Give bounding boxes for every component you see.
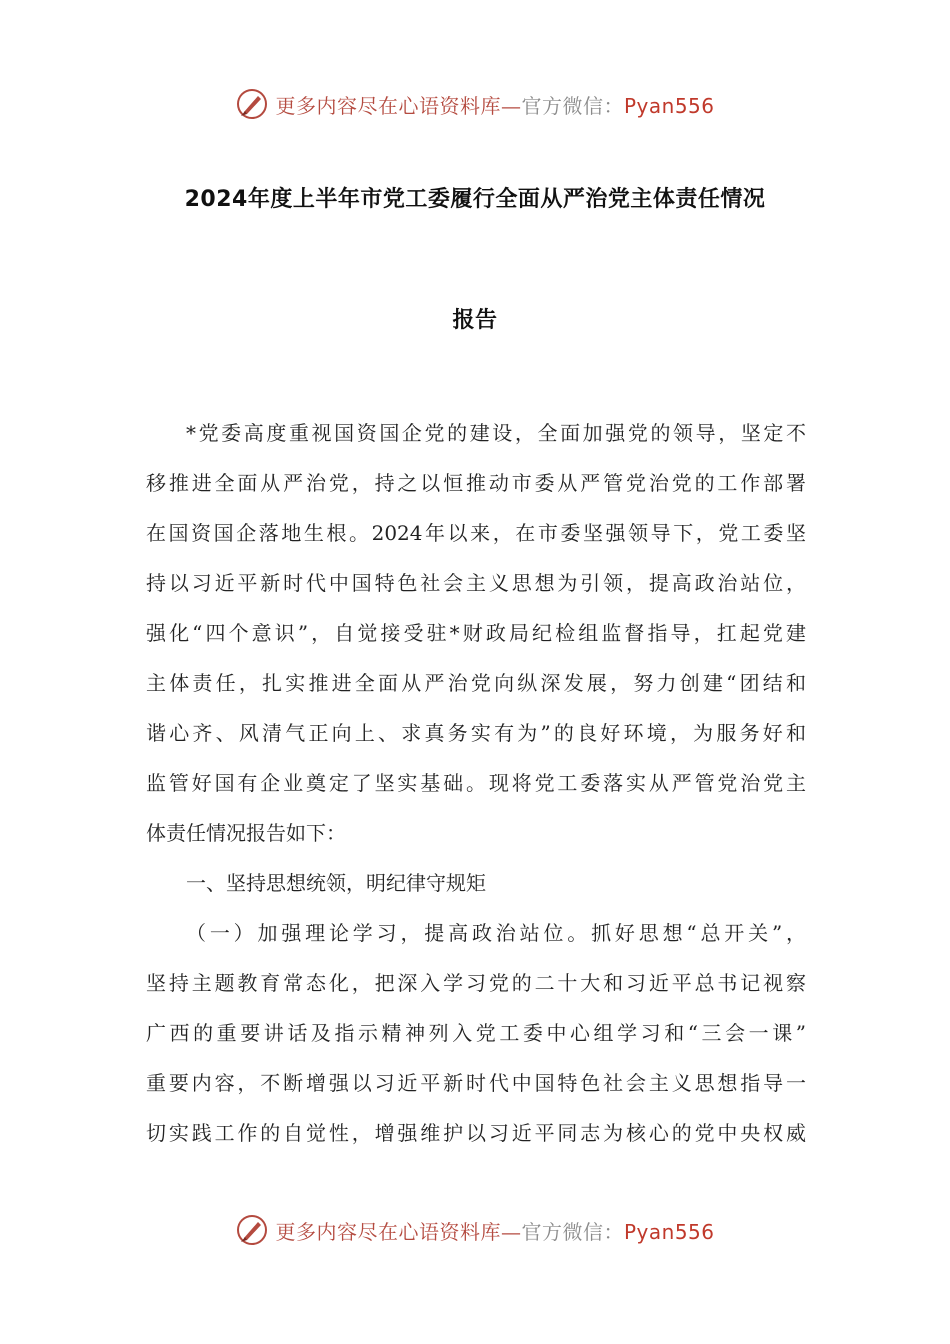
document-title-line-2: 报告	[452, 308, 498, 333]
paragraph-line: 在国资国企落地生根。2024年以来，在市委坚强领导下，党工委坚	[146, 521, 806, 545]
paragraph-line: 重要内容，不断增强以习近平新时代中国特色社会主义思想指导一	[146, 1071, 806, 1095]
paragraph-line: 主体责任，扎实推进全面从严治党向纵深发展，努力创建“团结和	[146, 671, 806, 695]
paragraph-line: 体责任情况报告如下：	[146, 821, 346, 845]
banner-dash: —	[500, 93, 522, 118]
section-heading: 一、坚持思想统领，明纪律守规矩	[186, 871, 486, 895]
banner-site-text: 更多内容尽在心语资料库	[275, 1219, 501, 1244]
pen-logo-icon	[235, 87, 269, 121]
document-title-line-1: 2024年度上半年市党工委履行全面从严治党主体责任情况	[184, 187, 766, 212]
paragraph-line: 强化“四个意识”，自觉接受驻*财政局纪检组监督指导，扛起党建	[146, 621, 806, 645]
banner-dash: —	[500, 1219, 522, 1244]
paragraph-line: *党委高度重视国资国企党的建设，全面加强党的领导，坚定不	[186, 421, 806, 445]
banner-wechat-id: Pyan556	[623, 1219, 715, 1244]
pen-logo-icon	[235, 1213, 269, 1247]
paragraph-line: 持以习近平新时代中国特色社会主义思想为引领，提高政治站位，	[146, 571, 806, 595]
paragraph-line: 坚持主题教育常态化，把深入学习党的二十大和习近平总书记视察	[146, 971, 806, 995]
intro-paragraph	[146, 408, 806, 858]
paragraph-line: 移推进全面从严治党，持之以恒推动市委从严管党治党的工作部署	[146, 471, 806, 495]
banner-text	[275, 1216, 714, 1245]
paragraph-line: 广西的重要讲话及指示精神列入党工委中心组学习和“三会一课”	[146, 1021, 806, 1045]
banner-wechat-label: 官方微信：	[521, 1219, 624, 1244]
paragraph-line: （一）加强理论学习，提高政治站位。抓好思想“总开关”，	[186, 921, 806, 945]
banner-text	[275, 90, 714, 119]
footer-watermark-banner	[0, 1210, 950, 1250]
paragraph-line: 切实践工作的自觉性，增强维护以习近平同志为核心的党中央权威	[146, 1121, 806, 1145]
paragraph-line: 谐心齐、风清气正向上、求真务实有为”的良好环境，为服务好和	[146, 721, 806, 745]
header-watermark-banner	[0, 84, 950, 124]
banner-wechat-label: 官方微信：	[521, 93, 624, 118]
paragraph-line: 监管好国有企业奠定了坚实基础。现将党工委落实从严管党治党主	[146, 771, 806, 795]
banner-wechat-id: Pyan556	[623, 93, 715, 118]
banner-site-text: 更多内容尽在心语资料库	[275, 93, 501, 118]
section-paragraph	[146, 908, 806, 1158]
